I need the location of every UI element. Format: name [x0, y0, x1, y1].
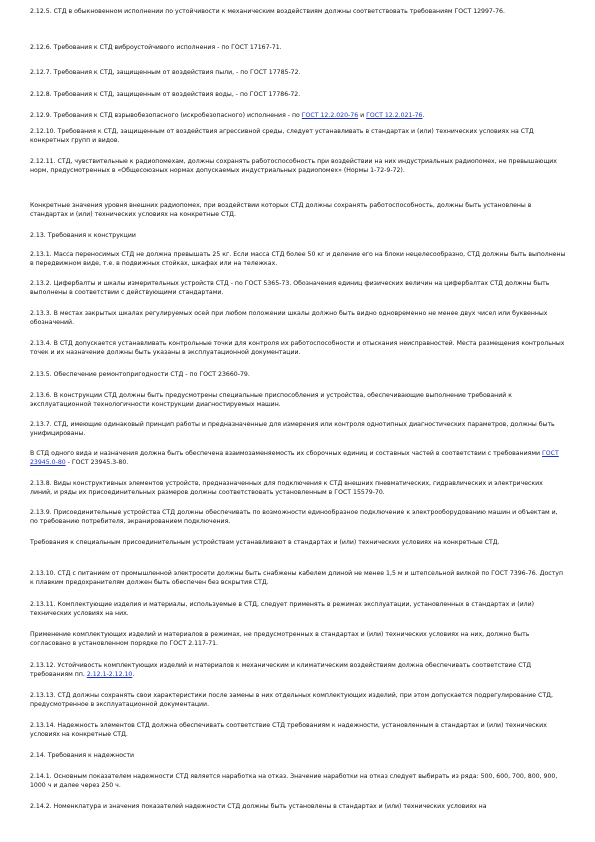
paragraph: [30, 339, 566, 357]
paragraph: [30, 630, 566, 648]
paragraph-text: 2.12.7. Требования к СТД, защищенным от воздействия пыли, - по ГОСТ 17785-72.: [30, 69, 301, 76]
paragraph-text: 2.13.9. Присоединительные устройства СТД должны обеспечивать по возможности единообразное подключение к электрооборудованию машин и объектам и, по требованию потребителя, экранированием подключения.: [30, 509, 558, 525]
paragraph-text: - ГОСТ 23945.3-80.: [65, 459, 129, 466]
section-heading: [30, 231, 566, 240]
paragraph: [30, 127, 566, 145]
paragraph-text: 2.14.1. Основным показателем надежности СТД является наработка на отказ. Значение наработки на отказ следует выбирать из ряда: 500, 600, 700, 800, 900, 1000 ч и далее через 250 ч.: [30, 773, 558, 789]
paragraph-text: 2.12.8. Требования к СТД, защищенным от воздействия воды, - по ГОСТ 17786-72.: [30, 91, 301, 98]
gost-link[interactable]: ГОСТ 23945.0-80: [30, 450, 559, 466]
paragraph: [30, 600, 566, 618]
paragraph: [30, 721, 566, 739]
paragraph-text: 2.12.10. Требования к СТД, защищенным от воздействия агрессивной среды, следует устанавливать в стандартах и (или) технических условиях на СТД конкретных групп и видов.: [30, 128, 534, 144]
paragraph-text: Конкретные значения уровня внешних радиопомех, при воздействии которых СТД должны сохранять работоспособность, должны быть установлены в стандартах и (или) технических условиях на конкретные СТД.: [30, 202, 532, 218]
paragraph: [30, 508, 566, 526]
paragraph-text: 2.12.9. Требования к СТД взрывобезопасного (искробезопасного) исполнения - по: [30, 112, 302, 119]
gost-link[interactable]: ГОСТ 12.2.021-76: [366, 112, 423, 119]
paragraph: [30, 479, 566, 497]
clause-link[interactable]: 2.12.1-2.12.10: [86, 671, 133, 678]
paragraph-text: 2.13.2. Цифербалты и шкалы измерительных устройств СТД - по ГОСТ 5365-73. Обозначения единиц физических величин на цифербалтах СТД должны быть выполнены в соответствии с действующими стандартами.: [30, 280, 550, 296]
paragraph-text: 2.12.5. СТД в обыкновенном исполнении по устойчивости к механическим воздействиям должны соответствовать требованиям ГОСТ 12997-76.: [30, 8, 505, 15]
paragraph-text: и: [358, 112, 367, 119]
paragraph: [30, 391, 566, 409]
paragraph: [30, 569, 566, 587]
paragraph-text: 2.13.13. СТД должны сохранять свои характеристики после замены в них отдельных комплектующих изделий, при этом допускается подрегулирование СТД, предусмотренное в эксплуатационной документации.: [30, 692, 553, 708]
paragraph-text: 2.14.2. Номенклатура и значения показателей надежности СТД должны быть установлены в стандартах и (или) технических условиях на: [30, 803, 487, 810]
paragraph-text: 2.13.14. Надежность элементов СТД должна обеспечивать соответствие СТД требованиям к надежности, установленным в стандартах и (или) технических условиях на конкретные СТД.: [30, 722, 547, 738]
paragraph: [30, 201, 566, 219]
paragraph-text: 2.12.6. Требования к СТД виброустойчивого исполнения - по ГОСТ 17167-71.: [30, 44, 282, 51]
paragraph: [30, 661, 566, 679]
paragraph-text: 2.13.12. Устойчивость комплектующих изделий и материалов к механическим и климатическим воздействиям должна обеспечивать соответствие СТД требованиям пп.: [30, 662, 532, 678]
section-heading: [30, 751, 566, 760]
paragraph: [30, 802, 566, 811]
paragraph-text: 2.13.6. В конструкции СТД должны быть предусмотрены специальные приспособления и устройства, обеспечивающие выполнение требований к эксплуатационной технологичности конструкции диагностируемых машин.: [30, 392, 512, 408]
paragraph-text: .: [422, 112, 425, 119]
paragraph: [30, 7, 566, 16]
paragraph: [30, 43, 566, 52]
paragraph-text: 2.13.11. Комплектующие изделия и материалы, используемые в СТД, следует применять в режимах эксплуатации, установленных в стандартах и (или) технических условиях на них.: [30, 601, 535, 617]
paragraph-text: 2.13.3. В местах закрытых шкалах регулируемых осей при любом положении шкалы должно быть видно одновременно не менее двух чисел или буквенных обозначений.: [30, 310, 548, 326]
paragraph: [30, 691, 566, 709]
paragraph-text: В СТД одного вида и назначения должна быть обеспечена взаимозаменяемость их сборочных единиц и составных частей в соответствии с требованиями: [30, 450, 543, 457]
paragraph-text: 2.12.11. СТД, чувствительные к радиопомехам, должны сохранять работоспособность при воздействии на них индустриальных радиопомех, не превышающих норм, предусмотренных в «Общесоюзных нормах допускаемых индустриальных радиопомех» (Нормы 1-72-9-72).: [30, 158, 557, 174]
paragraph: [30, 279, 566, 297]
paragraph: [30, 420, 566, 438]
paragraph: [30, 90, 566, 99]
paragraph: [30, 309, 566, 327]
paragraph: [30, 449, 566, 467]
paragraph: [30, 157, 566, 175]
paragraph-text: 2.13.7. СТД, имеющие одинаковый принцип работы и предназначенные для измерения или контроля однотипных диагностических параметров, должны быть унифицированы.: [30, 421, 555, 437]
paragraph-text: Требования к специальным присоединительным устройствам устанавливают в стандартах и (или) технических условиях на конкретные СТД.: [30, 539, 500, 546]
paragraph-text: 2.13.1. Масса переносимых СТД не должна превышать 25 кг. Если масса СТД более 50 кг и деление его на блоки нецелесообразно, СТД должны быть выполнены в передвижном виде, т.е. в подвижных стойках, шкафах или на тележках.: [30, 251, 566, 267]
paragraph: [30, 370, 566, 379]
paragraph: [30, 111, 566, 120]
paragraph: [30, 772, 566, 790]
paragraph-text: .: [132, 671, 135, 678]
paragraph: [30, 68, 566, 77]
paragraph-text: 2.13.8. Виды конструктивных элементов устройств, предназначенных для подключения к СТД внешних пневматических, гидравлических и электрических линий, и ряды их присоединительных размеров должны соответствовать установленным в ГОСТ 15579-70.: [30, 480, 543, 496]
paragraph-text: 2.13.5. Обеспечение ремонтопригодности СТД - по ГОСТ 23660-79.: [30, 371, 250, 378]
section-heading-text: 2.13. Требования к конструкции: [30, 232, 136, 239]
section-heading-text: 2.14. Требования к надежности: [30, 752, 135, 759]
paragraph-text: 2.13.4. В СТД допускается устанавливать контрольные точки для контроля их работоспособности и отыскания неисправностей. Места размещения контрольных точек и их назначение должны быть указаны в эксплуатационной документации.: [30, 340, 565, 356]
paragraph-text: Применение комплектующих изделий и материалов в режимах, не предусмотренных в стандартах и (или) технических условиях на них, должно быть согласовано в установленном порядке по ГОСТ 2.117-71.: [30, 631, 530, 647]
paragraph-text: 2.13.10. СТД с питанием от промышленной электросети должны быть снабжены кабелем длиной не менее 1,5 м и штепсельной вилкой по ГОСТ 7396-76. Доступ к плавким предохранителям должен быть обеспечен без вскрытия СТД.: [30, 570, 563, 586]
paragraph: [30, 538, 566, 547]
gost-link[interactable]: ГОСТ 12.2.020-76: [301, 112, 359, 119]
paragraph: [30, 250, 566, 268]
